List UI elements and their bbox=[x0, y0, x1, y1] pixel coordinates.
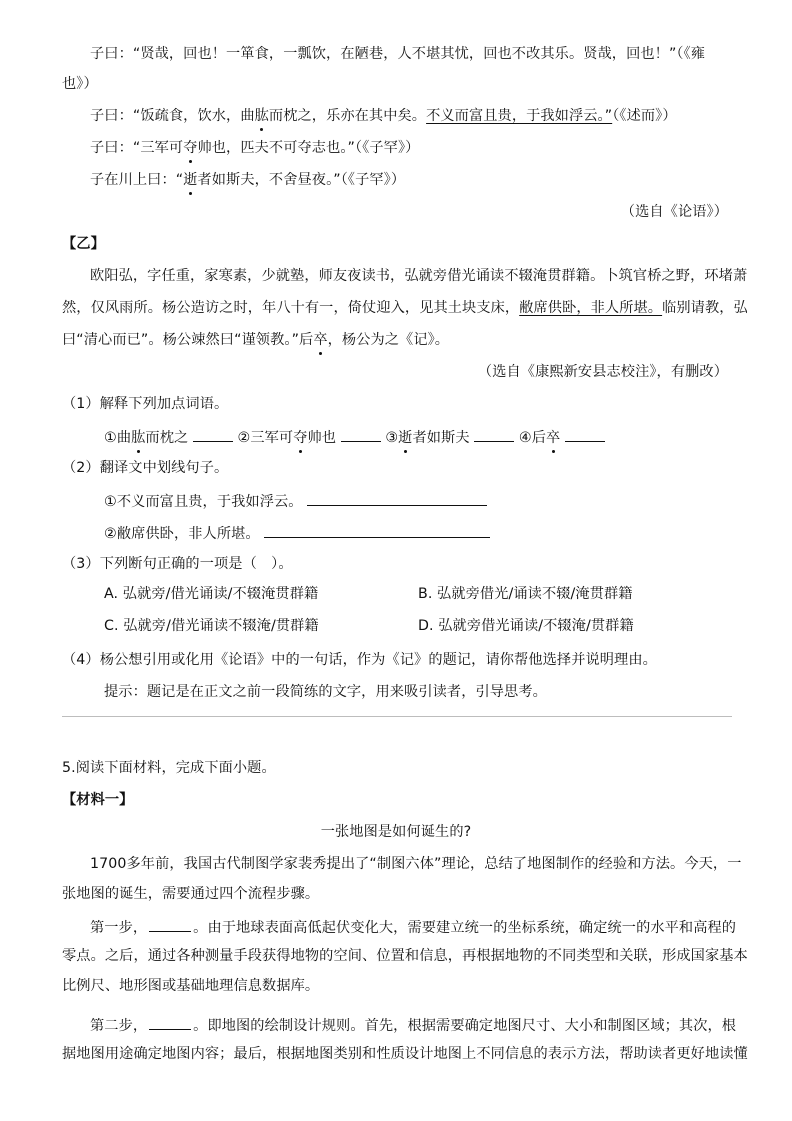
option-c[interactable]: C. 弘就旁/借光诵读不辍淹/贯群籍 bbox=[104, 618, 319, 634]
yi-line-1: 欧阳弘，字任重，家寒素，少就塾，师友夜读书，弘就旁借光诵读不辍淹贯群籍。卜筑官桥之野，环堵萧 bbox=[90, 268, 748, 284]
dotted-word: 夺 bbox=[293, 430, 308, 446]
jia-text: 子曰：“贤哉，回也！一箪食，一瓢饮，在陋巷，人不堪其忧，回也不改其乐。贤哉，回也！”（《雍 bbox=[90, 46, 706, 62]
underlined-sentence: 敝席供卧，非人所堪。 bbox=[519, 300, 663, 316]
answer-blank[interactable] bbox=[307, 490, 487, 506]
item-text: 帅也 bbox=[307, 430, 337, 446]
underlined-sentence: 不义而富且贵，于我如浮云。” bbox=[426, 108, 613, 124]
item-text: ③ bbox=[385, 430, 399, 446]
question-2-item-2 bbox=[104, 522, 490, 544]
jia-text: 子在川上曰：“ bbox=[90, 172, 184, 188]
option-d[interactable]: D. 弘就旁借光诵读/不辍淹/贯群籍 bbox=[418, 618, 634, 634]
answer-blank[interactable] bbox=[149, 1014, 191, 1030]
yi-text: 然，仅风雨所。杨公造访之时，年八十有一，倚仗迎入，见其土块支床， bbox=[62, 300, 520, 316]
paragraph-1-line-2: 张地图的诞生，需要通过四个流程步骤。 bbox=[62, 886, 320, 902]
yi-label: 【乙】 bbox=[62, 236, 105, 252]
option-b[interactable]: B. 弘就旁借光/诵读不辍/淹贯群籍 bbox=[418, 586, 633, 602]
dotted-word: 逝 bbox=[183, 172, 198, 188]
jia-text: 子曰：“饭疏食，饮水，曲 bbox=[90, 108, 255, 124]
jia-line-3 bbox=[90, 106, 677, 126]
para-text: 。即地图的绘制设计规则。首先，根据需要确定地图尺寸、大小和制图区域；其次，根 bbox=[193, 1018, 737, 1034]
answer-blank[interactable] bbox=[264, 522, 490, 538]
para-text: 。由于地球表面高低起伏变化大，需要建立统一的坐标系统，确定统一的水平和高程的 bbox=[193, 920, 737, 936]
item-text: ①不义而富且贵，于我如浮云。 bbox=[104, 494, 303, 510]
jia-text: 而枕之，乐亦在其中矣。 bbox=[268, 108, 427, 124]
question-3: （3）下列断句正确的一项是（ ）。 bbox=[62, 556, 293, 572]
para-text: 第二步， bbox=[90, 1018, 148, 1034]
item-text: 而枕之 bbox=[145, 430, 189, 446]
answer-blank[interactable] bbox=[565, 426, 605, 442]
question-1-items bbox=[104, 426, 605, 448]
paragraph-3-line-1 bbox=[90, 1014, 736, 1036]
material-one-label: 【材料一】 bbox=[62, 792, 134, 808]
jia-text: 者如斯夫，不舍昼夜。”（《子罕》） bbox=[197, 172, 406, 188]
dotted-word: 卒 bbox=[313, 332, 328, 348]
jia-text: 也》） bbox=[62, 76, 98, 92]
divider bbox=[62, 716, 732, 717]
question-2: （2）翻译文中划线句子。 bbox=[62, 460, 229, 476]
jia-line-2 bbox=[62, 74, 98, 94]
answer-blank[interactable] bbox=[193, 426, 233, 442]
paragraph-3-line-2: 据地图用途确定地图内容；最后，根据地图类别和性质设计地图上不同信息的表示方法，帮助读者更好地读懂 bbox=[62, 1046, 748, 1062]
question-2-item-1 bbox=[104, 490, 487, 512]
jia-text: 子曰：“三军可 bbox=[90, 140, 184, 156]
answer-blank[interactable] bbox=[149, 916, 191, 932]
jia-line-4 bbox=[90, 138, 419, 158]
jia-text: （《述而》） bbox=[612, 108, 677, 124]
yi-line-2 bbox=[62, 298, 748, 318]
item-text: ②三军可 bbox=[237, 430, 294, 446]
question-1: （1）解释下列加点词语。 bbox=[62, 396, 229, 412]
dotted-word: 夺 bbox=[183, 140, 198, 156]
paragraph-1-line-1: 1700多年前，我国古代制图学家裴秀提出了“制图六体”理论，总结了地图制作的经验和方法。今天，一 bbox=[90, 856, 742, 872]
dotted-word: 肱 bbox=[131, 430, 146, 446]
answer-blank[interactable] bbox=[474, 426, 514, 442]
paragraph-2-line-2: 零点。之后，通过各种测量手段获得地物的空间、位置和信息，再根据地物的不同类型和关联，形成国家基本 bbox=[62, 948, 748, 964]
option-a[interactable]: A. 弘就旁/借光诵读/不辍淹贯群籍 bbox=[104, 586, 319, 602]
item-text: 者如斯夫 bbox=[412, 430, 470, 446]
item-text: ②敝席供卧，非人所堪。 bbox=[104, 526, 260, 542]
paragraph-2-line-3: 比例尺、地形图或基础地理信息数据库。 bbox=[62, 978, 320, 994]
jia-source: （选自《论语》） bbox=[620, 204, 728, 220]
section5-intro: 5.阅读下面材料，完成下面小题。 bbox=[62, 760, 276, 776]
para-text: 第一步， bbox=[90, 920, 148, 936]
yi-line-3 bbox=[62, 330, 449, 350]
question-4-hint: 提示：题记是在正文之前一段简练的文字，用来吸引读者，引导思考。 bbox=[104, 684, 547, 700]
yi-text: 临别请教，弘 bbox=[662, 300, 748, 316]
dotted-word: 肱 bbox=[254, 108, 269, 124]
question-4: （4）杨公想引用或化用《论语》中的一句话，作为《记》的题记，请你帮他选择并说明理由。 bbox=[62, 652, 657, 668]
answer-blank[interactable] bbox=[341, 426, 381, 442]
jia-line-5 bbox=[90, 170, 405, 190]
dotted-word: 逝 bbox=[398, 430, 413, 446]
yi-text: 曰“清心而已”。杨公竦然曰“谨领教。”后 bbox=[62, 332, 314, 348]
material-title: 一张地图是如何诞生的? bbox=[320, 824, 472, 840]
jia-text: 帅也，匹夫不可夺志也。”（《子罕》） bbox=[197, 140, 420, 156]
jia-line-1 bbox=[90, 44, 705, 64]
yi-source: （选自《康熙新安县志校注》，有删改） bbox=[477, 364, 728, 380]
item-text: ④后 bbox=[518, 430, 546, 446]
dotted-word: 卒 bbox=[545, 430, 561, 446]
item-text: ①曲 bbox=[104, 430, 132, 446]
paragraph-2-line-1 bbox=[90, 916, 736, 938]
yi-text: ，杨公为之《记》。 bbox=[327, 332, 450, 348]
